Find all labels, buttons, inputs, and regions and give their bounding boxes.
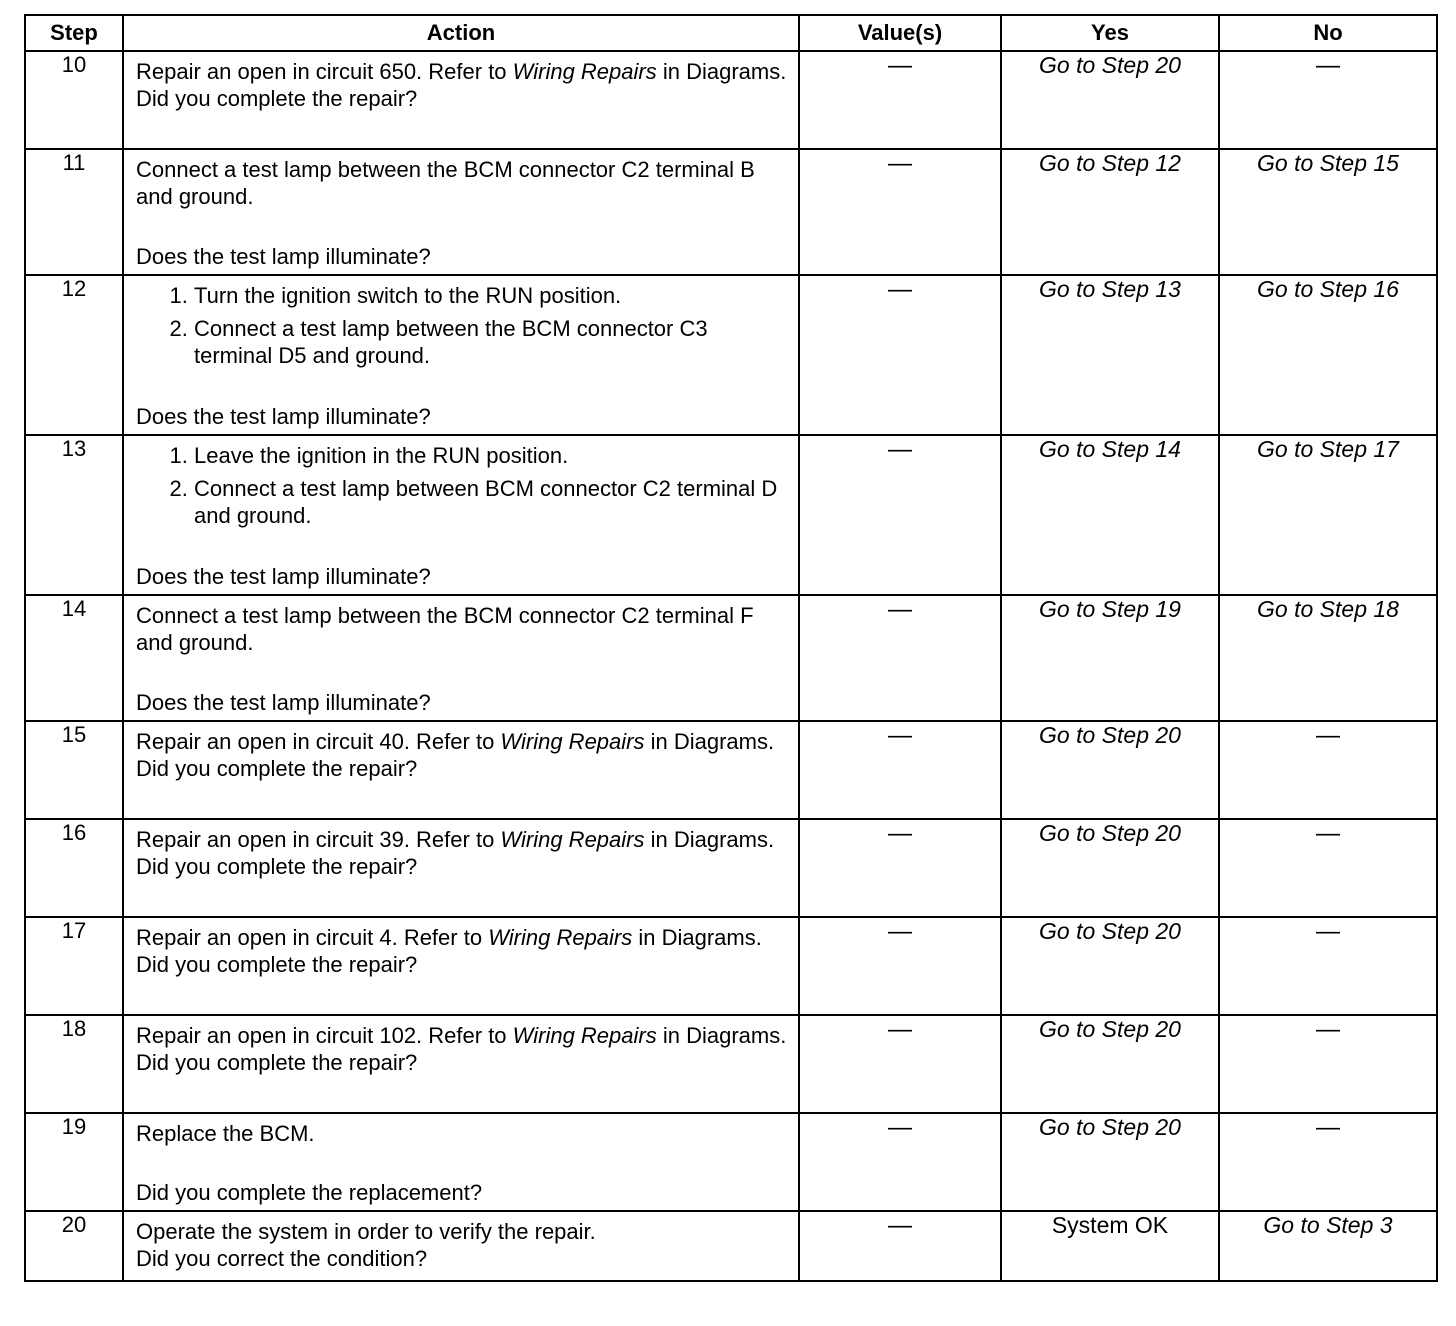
action-text: Repair an open in circuit 650. Refer to xyxy=(136,59,513,84)
yes-goto-link[interactable]: Go to Step 19 xyxy=(1039,596,1181,622)
yes-cell xyxy=(1001,721,1219,819)
action-step-item: 1. Turn the ignition switch to the RUN position. xyxy=(194,282,788,309)
header-action: Action xyxy=(123,15,799,51)
value-cell: — xyxy=(799,149,1001,275)
yes-cell xyxy=(1001,149,1219,275)
action-cell xyxy=(123,1211,799,1281)
action-text: Repair an open in circuit 4. Refer to xyxy=(136,925,489,950)
value-cell: — xyxy=(799,435,1001,595)
yes-cell xyxy=(1001,1113,1219,1211)
table-row xyxy=(25,721,1437,819)
no-cell xyxy=(1219,595,1437,721)
yes-cell xyxy=(1001,435,1219,595)
no-cell: — xyxy=(1219,1113,1437,1211)
no-goto-link[interactable]: Go to Step 3 xyxy=(1263,1212,1393,1238)
table-row xyxy=(25,275,1437,435)
wiring-repairs-ref: Wiring Repairs xyxy=(512,59,657,84)
yes-goto-link[interactable]: Go to Step 14 xyxy=(1039,436,1181,462)
no-goto-link[interactable]: Go to Step 16 xyxy=(1257,276,1399,302)
step-number: 10 xyxy=(25,51,123,149)
action-question: Did you complete the repair? xyxy=(136,854,418,879)
header-values: Value(s) xyxy=(799,15,1001,51)
table-row xyxy=(25,435,1437,595)
no-cell xyxy=(1219,1211,1437,1281)
no-cell: — xyxy=(1219,721,1437,819)
step-number: 17 xyxy=(25,917,123,1015)
action-cell xyxy=(123,1113,799,1211)
yes-cell xyxy=(1001,917,1219,1015)
header-row xyxy=(25,15,1437,51)
header-no: No xyxy=(1219,15,1437,51)
yes-goto-link[interactable]: Go to Step 20 xyxy=(1039,918,1181,944)
action-step-item: 2. Connect a test lamp between the BCM connector C3 terminal D5 and ground. xyxy=(194,315,788,369)
wiring-repairs-ref: Wiring Repairs xyxy=(500,827,645,852)
wiring-repairs-ref: Wiring Repairs xyxy=(512,1023,657,1048)
step-number: 15 xyxy=(25,721,123,819)
action-text-end: in Diagrams. xyxy=(632,925,762,950)
table-row xyxy=(25,51,1437,149)
wiring-repairs-ref: Wiring Repairs xyxy=(488,925,633,950)
action-cell xyxy=(123,917,799,1015)
yes-goto-link[interactable]: Go to Step 20 xyxy=(1039,1016,1181,1042)
step-number: 11 xyxy=(25,149,123,275)
step-number: 13 xyxy=(25,435,123,595)
action-text: Operate the system in order to verify the repair. xyxy=(136,1219,596,1244)
action-question: Did you complete the replacement? xyxy=(136,1180,483,1205)
yes-cell xyxy=(1001,1015,1219,1113)
yes-cell xyxy=(1001,595,1219,721)
action-step-item: 1. Leave the ignition in the RUN position. xyxy=(194,442,788,469)
no-cell: — xyxy=(1219,1015,1437,1113)
action-text: Repair an open in circuit 39. Refer to xyxy=(136,827,501,852)
value-cell: — xyxy=(799,917,1001,1015)
no-cell xyxy=(1219,149,1437,275)
action-question: Did you complete the repair? xyxy=(136,1050,418,1075)
action-question: Does the test lamp illuminate? xyxy=(136,690,431,715)
action-text-end: in Diagrams. xyxy=(644,729,775,754)
action-text-end: in Diagrams. xyxy=(644,827,775,852)
value-cell: — xyxy=(799,1211,1001,1281)
action-cell xyxy=(123,275,799,435)
yes-cell xyxy=(1001,51,1219,149)
step-number: 19 xyxy=(25,1113,123,1211)
action-cell xyxy=(123,435,799,595)
action-cell xyxy=(123,595,799,721)
action-steps-list xyxy=(136,282,788,375)
no-cell: — xyxy=(1219,51,1437,149)
table-row xyxy=(25,819,1437,917)
action-question: Does the test lamp illuminate? xyxy=(136,244,431,269)
yes-cell xyxy=(1001,819,1219,917)
table-row xyxy=(25,1015,1437,1113)
no-cell xyxy=(1219,435,1437,595)
no-goto-link[interactable]: Go to Step 17 xyxy=(1257,436,1399,462)
yes-cell xyxy=(1001,275,1219,435)
step-number: 16 xyxy=(25,819,123,917)
action-text: Connect a test lamp between the BCM connector C2 terminal B and ground. xyxy=(136,157,755,209)
no-goto-link[interactable]: Go to Step 18 xyxy=(1257,596,1399,622)
table-row xyxy=(25,917,1437,1015)
action-cell xyxy=(123,1015,799,1113)
action-text-end: in Diagrams. xyxy=(656,1023,787,1048)
action-text: Repair an open in circuit 102. Refer to xyxy=(136,1023,513,1048)
yes-goto-link[interactable]: Go to Step 20 xyxy=(1039,1114,1181,1140)
step-number: 12 xyxy=(25,275,123,435)
yes-goto-link[interactable]: Go to Step 12 xyxy=(1039,150,1181,176)
yes-goto-link[interactable]: Go to Step 20 xyxy=(1039,820,1181,846)
step-number: 20 xyxy=(25,1211,123,1281)
wiring-repairs-ref: Wiring Repairs xyxy=(500,729,645,754)
action-cell xyxy=(123,51,799,149)
no-cell: — xyxy=(1219,917,1437,1015)
value-cell: — xyxy=(799,721,1001,819)
action-question: Did you complete the repair? xyxy=(136,756,418,781)
value-cell: — xyxy=(799,595,1001,721)
action-step-item: 2. Connect a test lamp between BCM connector C2 terminal D and ground. xyxy=(194,475,788,529)
header-step: Step xyxy=(25,15,123,51)
action-question: Did you complete the repair? xyxy=(136,86,418,111)
action-question: Does the test lamp illuminate? xyxy=(136,564,431,589)
diagnostic-table-container xyxy=(24,14,1436,1282)
yes-goto-link[interactable]: Go to Step 20 xyxy=(1039,722,1181,748)
step-number: 18 xyxy=(25,1015,123,1113)
action-cell xyxy=(123,819,799,917)
action-text: Connect a test lamp between the BCM connector C2 terminal F and ground. xyxy=(136,603,754,655)
value-cell: — xyxy=(799,1113,1001,1211)
value-cell: — xyxy=(799,819,1001,917)
action-question: Does the test lamp illuminate? xyxy=(136,404,431,429)
value-cell: — xyxy=(799,275,1001,435)
action-text-end: in Diagrams. xyxy=(656,59,787,84)
no-cell: — xyxy=(1219,819,1437,917)
table-row xyxy=(25,1113,1437,1211)
yes-goto-link[interactable]: Go to Step 13 xyxy=(1039,276,1181,302)
table-row xyxy=(25,1211,1437,1281)
header-yes: Yes xyxy=(1001,15,1219,51)
yes-cell xyxy=(1001,1211,1219,1281)
diagnostic-table xyxy=(24,14,1438,1282)
action-text: Repair an open in circuit 40. Refer to xyxy=(136,729,501,754)
action-steps-list xyxy=(136,442,788,535)
table-row xyxy=(25,149,1437,275)
action-question: Did you complete the repair? xyxy=(136,952,418,977)
action-text: Replace the BCM. xyxy=(136,1121,315,1146)
system-ok-result[interactable]: System OK xyxy=(1051,1212,1169,1238)
action-cell xyxy=(123,149,799,275)
no-cell xyxy=(1219,275,1437,435)
table-row xyxy=(25,595,1437,721)
value-cell: — xyxy=(799,1015,1001,1113)
action-question: Did you correct the condition? xyxy=(136,1246,428,1271)
step-number: 14 xyxy=(25,595,123,721)
no-goto-link[interactable]: Go to Step 15 xyxy=(1257,150,1399,176)
yes-goto-link[interactable]: Go to Step 20 xyxy=(1039,52,1181,78)
value-cell: — xyxy=(799,51,1001,149)
action-cell xyxy=(123,721,799,819)
